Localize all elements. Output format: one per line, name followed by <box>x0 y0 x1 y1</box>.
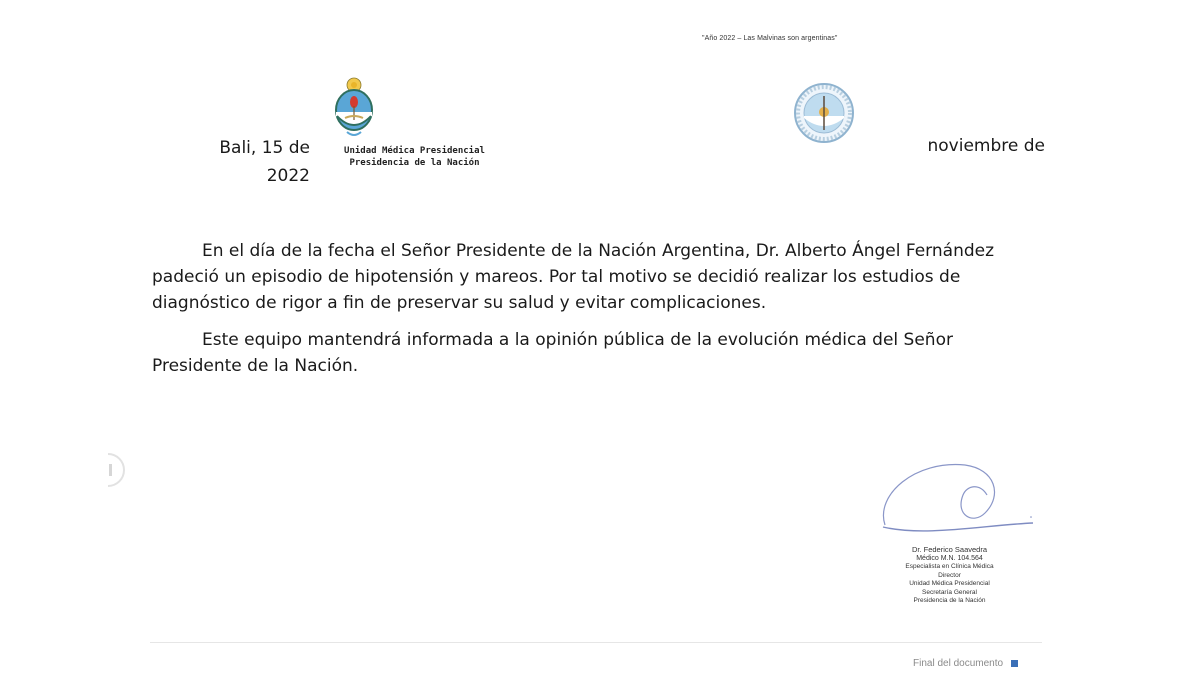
signer-role: Director <box>938 571 961 579</box>
date-line-1: Bali, 15 de <box>219 138 310 158</box>
signer-specialty: Especialista en Clínica Médica <box>905 563 994 570</box>
document-body <box>152 238 1032 390</box>
year-motto: "Año 2022 – Las Malvinas son argentinas" <box>702 35 838 42</box>
signer-unit: Unidad Médica Presidencial <box>909 580 990 587</box>
paragraph-2: Este equipo mantendrá informada a la opinión pública de la evolución médica del Señor Presidente de la Nación. <box>152 330 953 376</box>
footer-divider <box>150 642 1042 643</box>
end-marker-icon <box>1011 660 1018 667</box>
signer-department: Secretaría General <box>922 588 977 596</box>
signer-name: Dr. Federico Saavedra <box>911 545 988 554</box>
medical-unit-seal-icon <box>793 82 855 144</box>
date-line-2: 2022 <box>266 166 310 186</box>
signer-institution: Presidencia de la Nación <box>913 597 986 604</box>
unit-header <box>327 145 502 169</box>
end-of-document-label: Final del documento <box>913 658 1004 669</box>
handwritten-signature <box>875 455 1040 545</box>
signature-block <box>862 546 1037 606</box>
unit-name: Unidad Médica Presidencial <box>344 146 485 156</box>
date-location <box>205 134 310 190</box>
institution-name: Presidencia de la Nación <box>349 158 480 168</box>
page-scroll-handle-icon[interactable] <box>100 452 130 488</box>
signer-license: Médico M.N. 104.564 <box>916 554 983 562</box>
paragraph-1: En el día de la fecha el Señor Presidente de la Nación Argentina, Dr. Alberto Ángel Fernández padeció un episodio de hipotensión y mareos. Por tal motivo se decidió realizar los estudios de diagnóstico de rigor a fin de preservar su salud y evitar complicaciones. <box>152 241 995 313</box>
argentina-coat-of-arms-icon <box>331 76 377 140</box>
date-month: noviembre de <box>927 136 1045 156</box>
end-of-document <box>913 658 1018 669</box>
